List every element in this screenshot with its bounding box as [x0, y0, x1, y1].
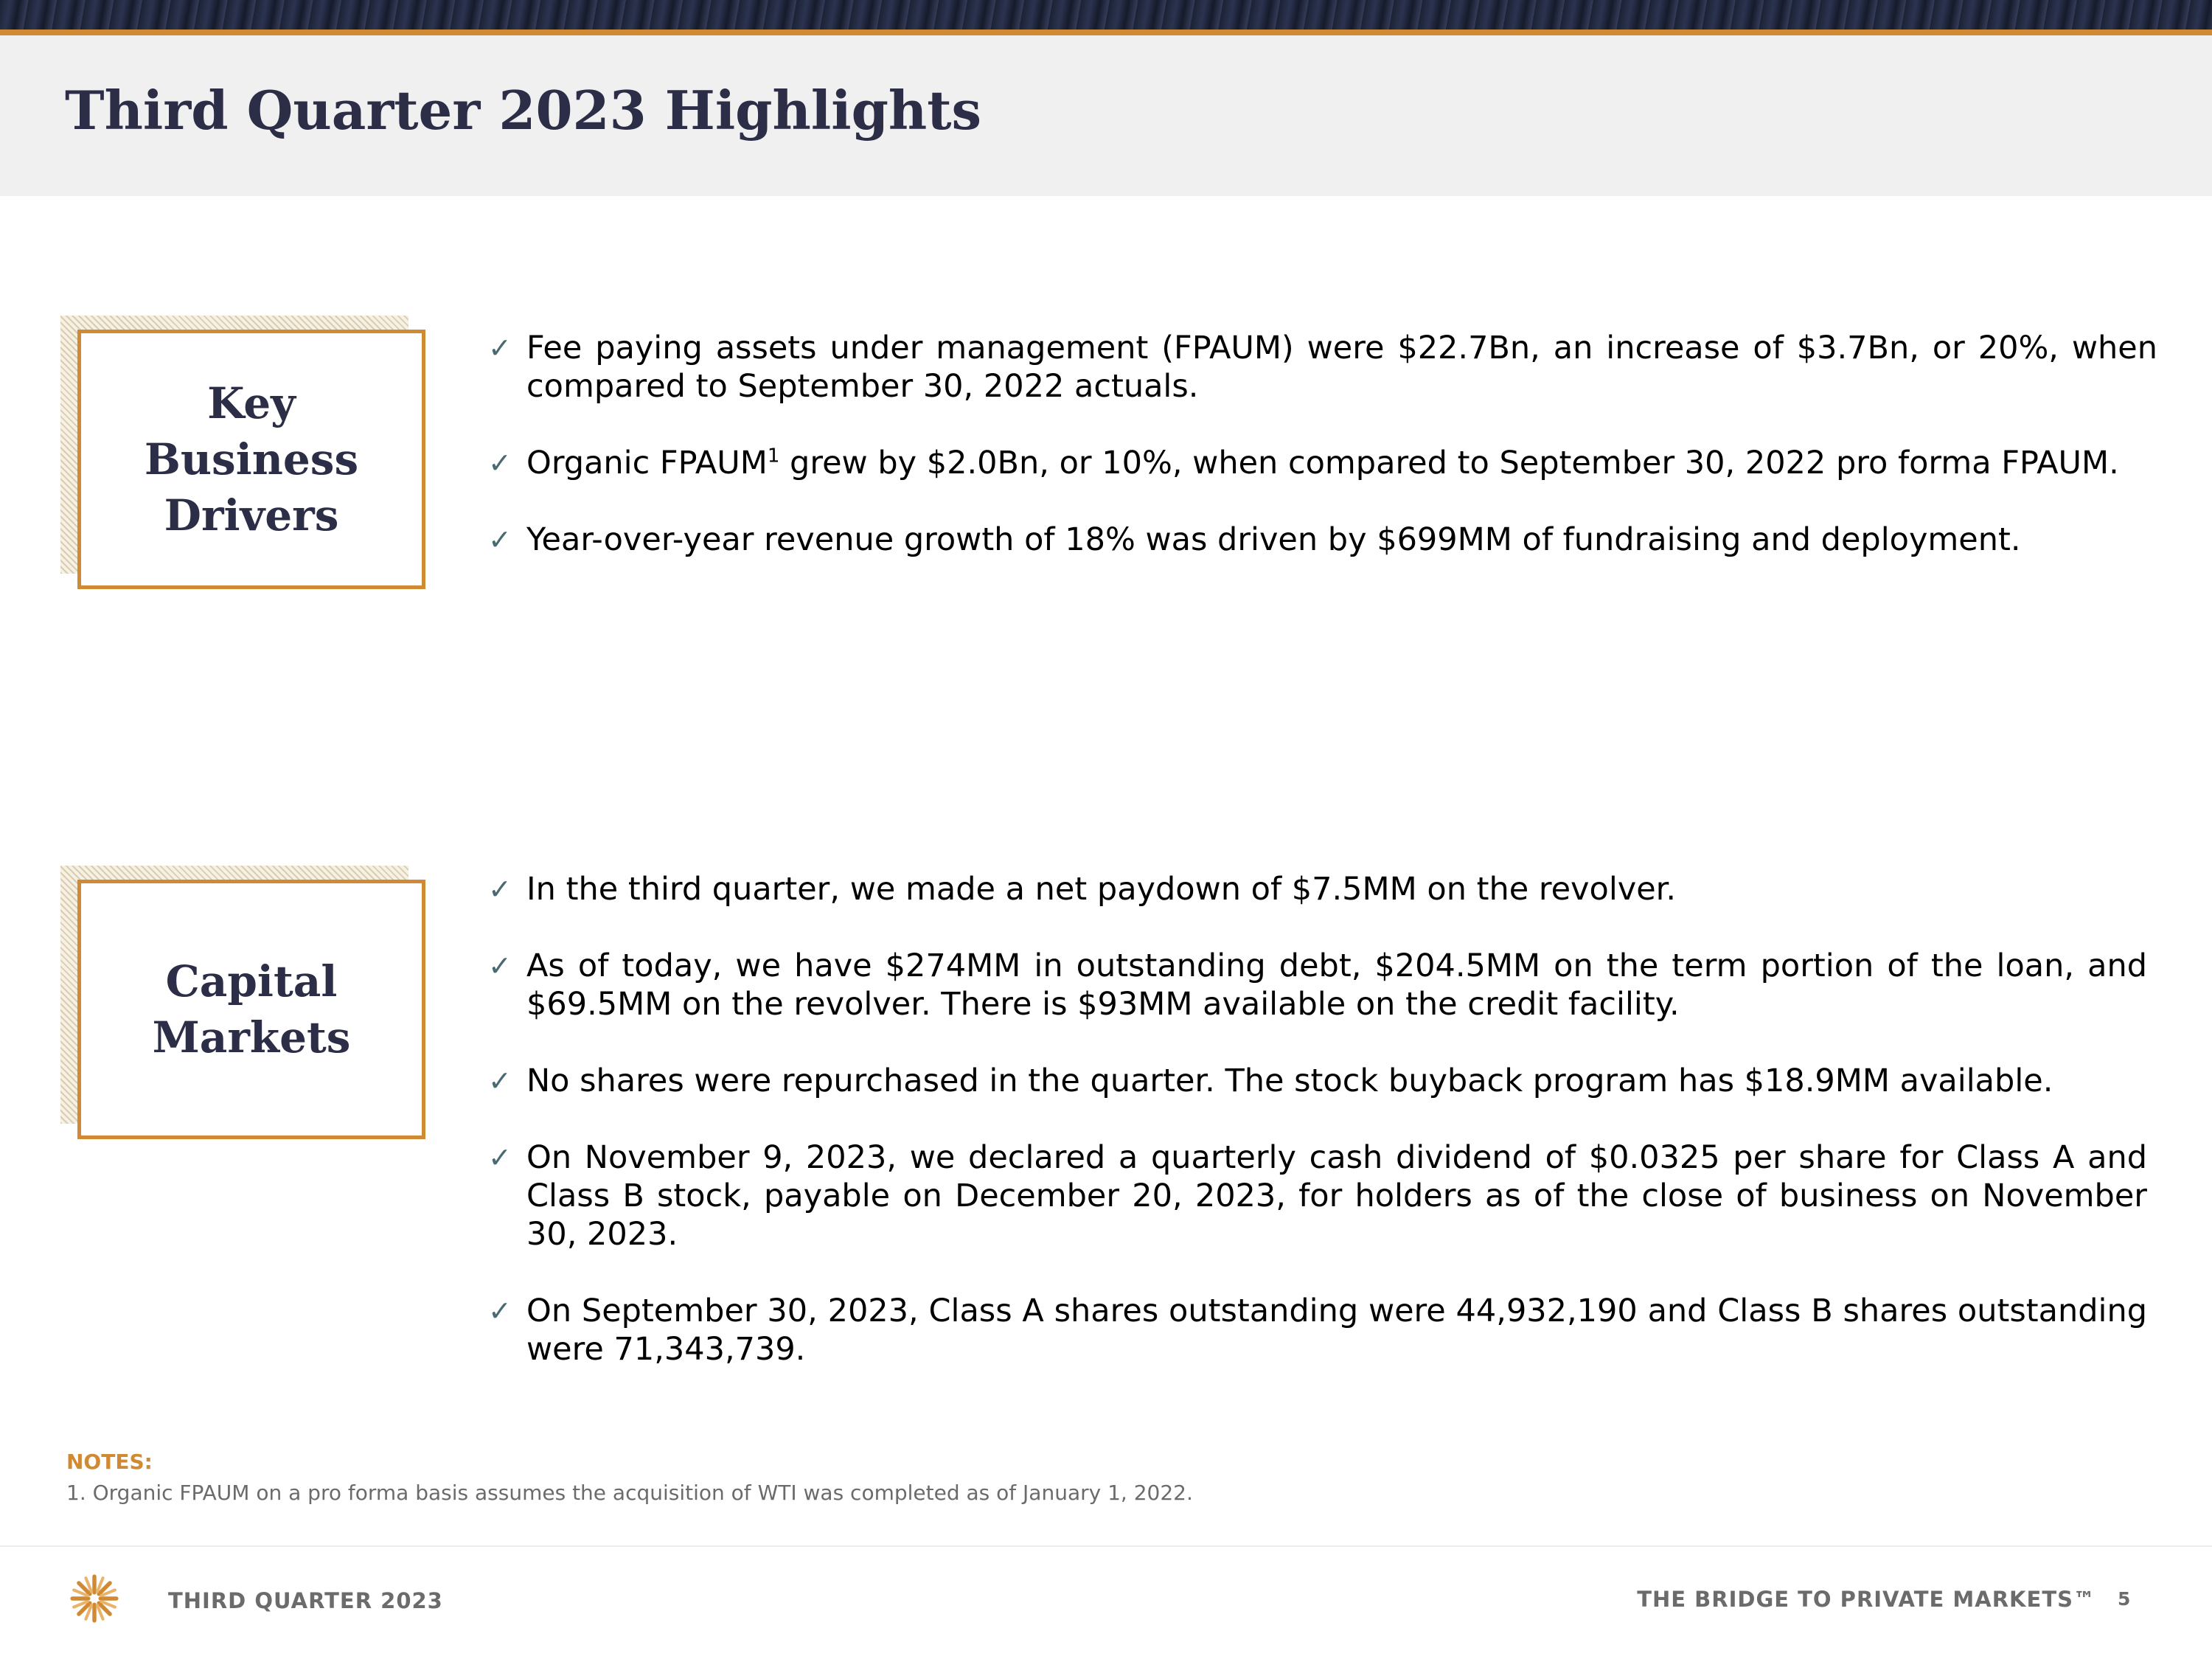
- bullet-text-rest: grew by $2.0Bn, or 10%, when compared to September 30, 2022 pro forma FPAUM.: [779, 445, 2119, 481]
- check-icon: ✓: [488, 873, 512, 905]
- check-icon: ✓: [488, 950, 512, 982]
- bullet-text: On November 9, 2023, we declared a quarterly cash dividend of $0.0325 per share for Class A and Class B stock, payable on December 20, 2023, for holders as of the close of business on November 30, 2023.: [526, 1139, 2147, 1253]
- bullet-list-key-business-drivers: [488, 329, 2157, 559]
- bullet-text: Fee paying assets under management (FPAUM) were $22.7Bn, an increase of $3.7Bn, or 20%, when compared to September 30, 2022 actuals.: [526, 330, 2157, 405]
- bullet-item: [488, 1138, 2147, 1253]
- page-number: 5: [2118, 1588, 2131, 1610]
- bullet-item: [488, 444, 2157, 482]
- section-label-box-capital-markets: [60, 866, 408, 1124]
- section-label: Capital Markets: [152, 956, 351, 1062]
- starburst-logo-icon: [69, 1573, 119, 1624]
- header-texture-strip: [0, 0, 2212, 29]
- footer-tagline: THE BRIDGE TO PRIVATE MARKETS™: [1637, 1587, 2096, 1612]
- bullet-item: [488, 1292, 2147, 1368]
- bullet-text: Year-over-year revenue growth of 18% was driven by $699MM of fundraising and deployment.: [526, 521, 2021, 558]
- check-icon: ✓: [488, 1141, 512, 1174]
- bullet-text: On September 30, 2023, Class A shares outstanding were 44,932,190 and Class B shares outstanding were 71,343,739.: [526, 1293, 2147, 1368]
- check-icon: ✓: [488, 447, 512, 479]
- check-icon: ✓: [488, 1295, 512, 1327]
- bullet-item: [488, 947, 2147, 1023]
- bullet-item: [488, 521, 2157, 559]
- box-frame: [77, 880, 425, 1139]
- bullet-text: As of today, we have $274MM in outstanding debt, $204.5MM on the term portion of the loan, and $69.5MM on the revolver. There is $93MM available on the credit facility.: [526, 947, 2147, 1023]
- check-icon: ✓: [488, 1065, 512, 1097]
- check-icon: ✓: [488, 332, 512, 364]
- section-label: Key Business Drivers: [144, 378, 359, 540]
- check-icon: ✓: [488, 524, 512, 556]
- header-accent-rule: [0, 29, 2212, 35]
- bullet-item: [488, 329, 2157, 406]
- bullet-item: [488, 1062, 2147, 1100]
- bullet-text: No shares were repurchased in the quarter. The stock buyback program has $18.9MM available.: [526, 1062, 2053, 1099]
- bullet-list-capital-markets: [488, 870, 2147, 1368]
- notes-heading: NOTES:: [66, 1450, 153, 1474]
- section-label-box-key-business-drivers: [60, 316, 408, 574]
- bullet-text: In the third quarter, we made a net paydown of $7.5MM on the revolver.: [526, 871, 1677, 908]
- footnote-1: 1. Organic FPAUM on a pro forma basis assumes the acquisition of WTI was completed as of January 1, 2022.: [66, 1481, 1193, 1505]
- box-frame: [77, 330, 425, 589]
- bullet-item: [488, 870, 2147, 908]
- footer-left-label: THIRD QUARTER 2023: [168, 1588, 443, 1613]
- bullet-text-lead: Organic FPAUM: [526, 445, 768, 481]
- page-title: Third Quarter 2023 Highlights: [65, 79, 982, 142]
- footnote-marker: 1: [767, 445, 780, 467]
- footer-divider: [0, 1545, 2212, 1547]
